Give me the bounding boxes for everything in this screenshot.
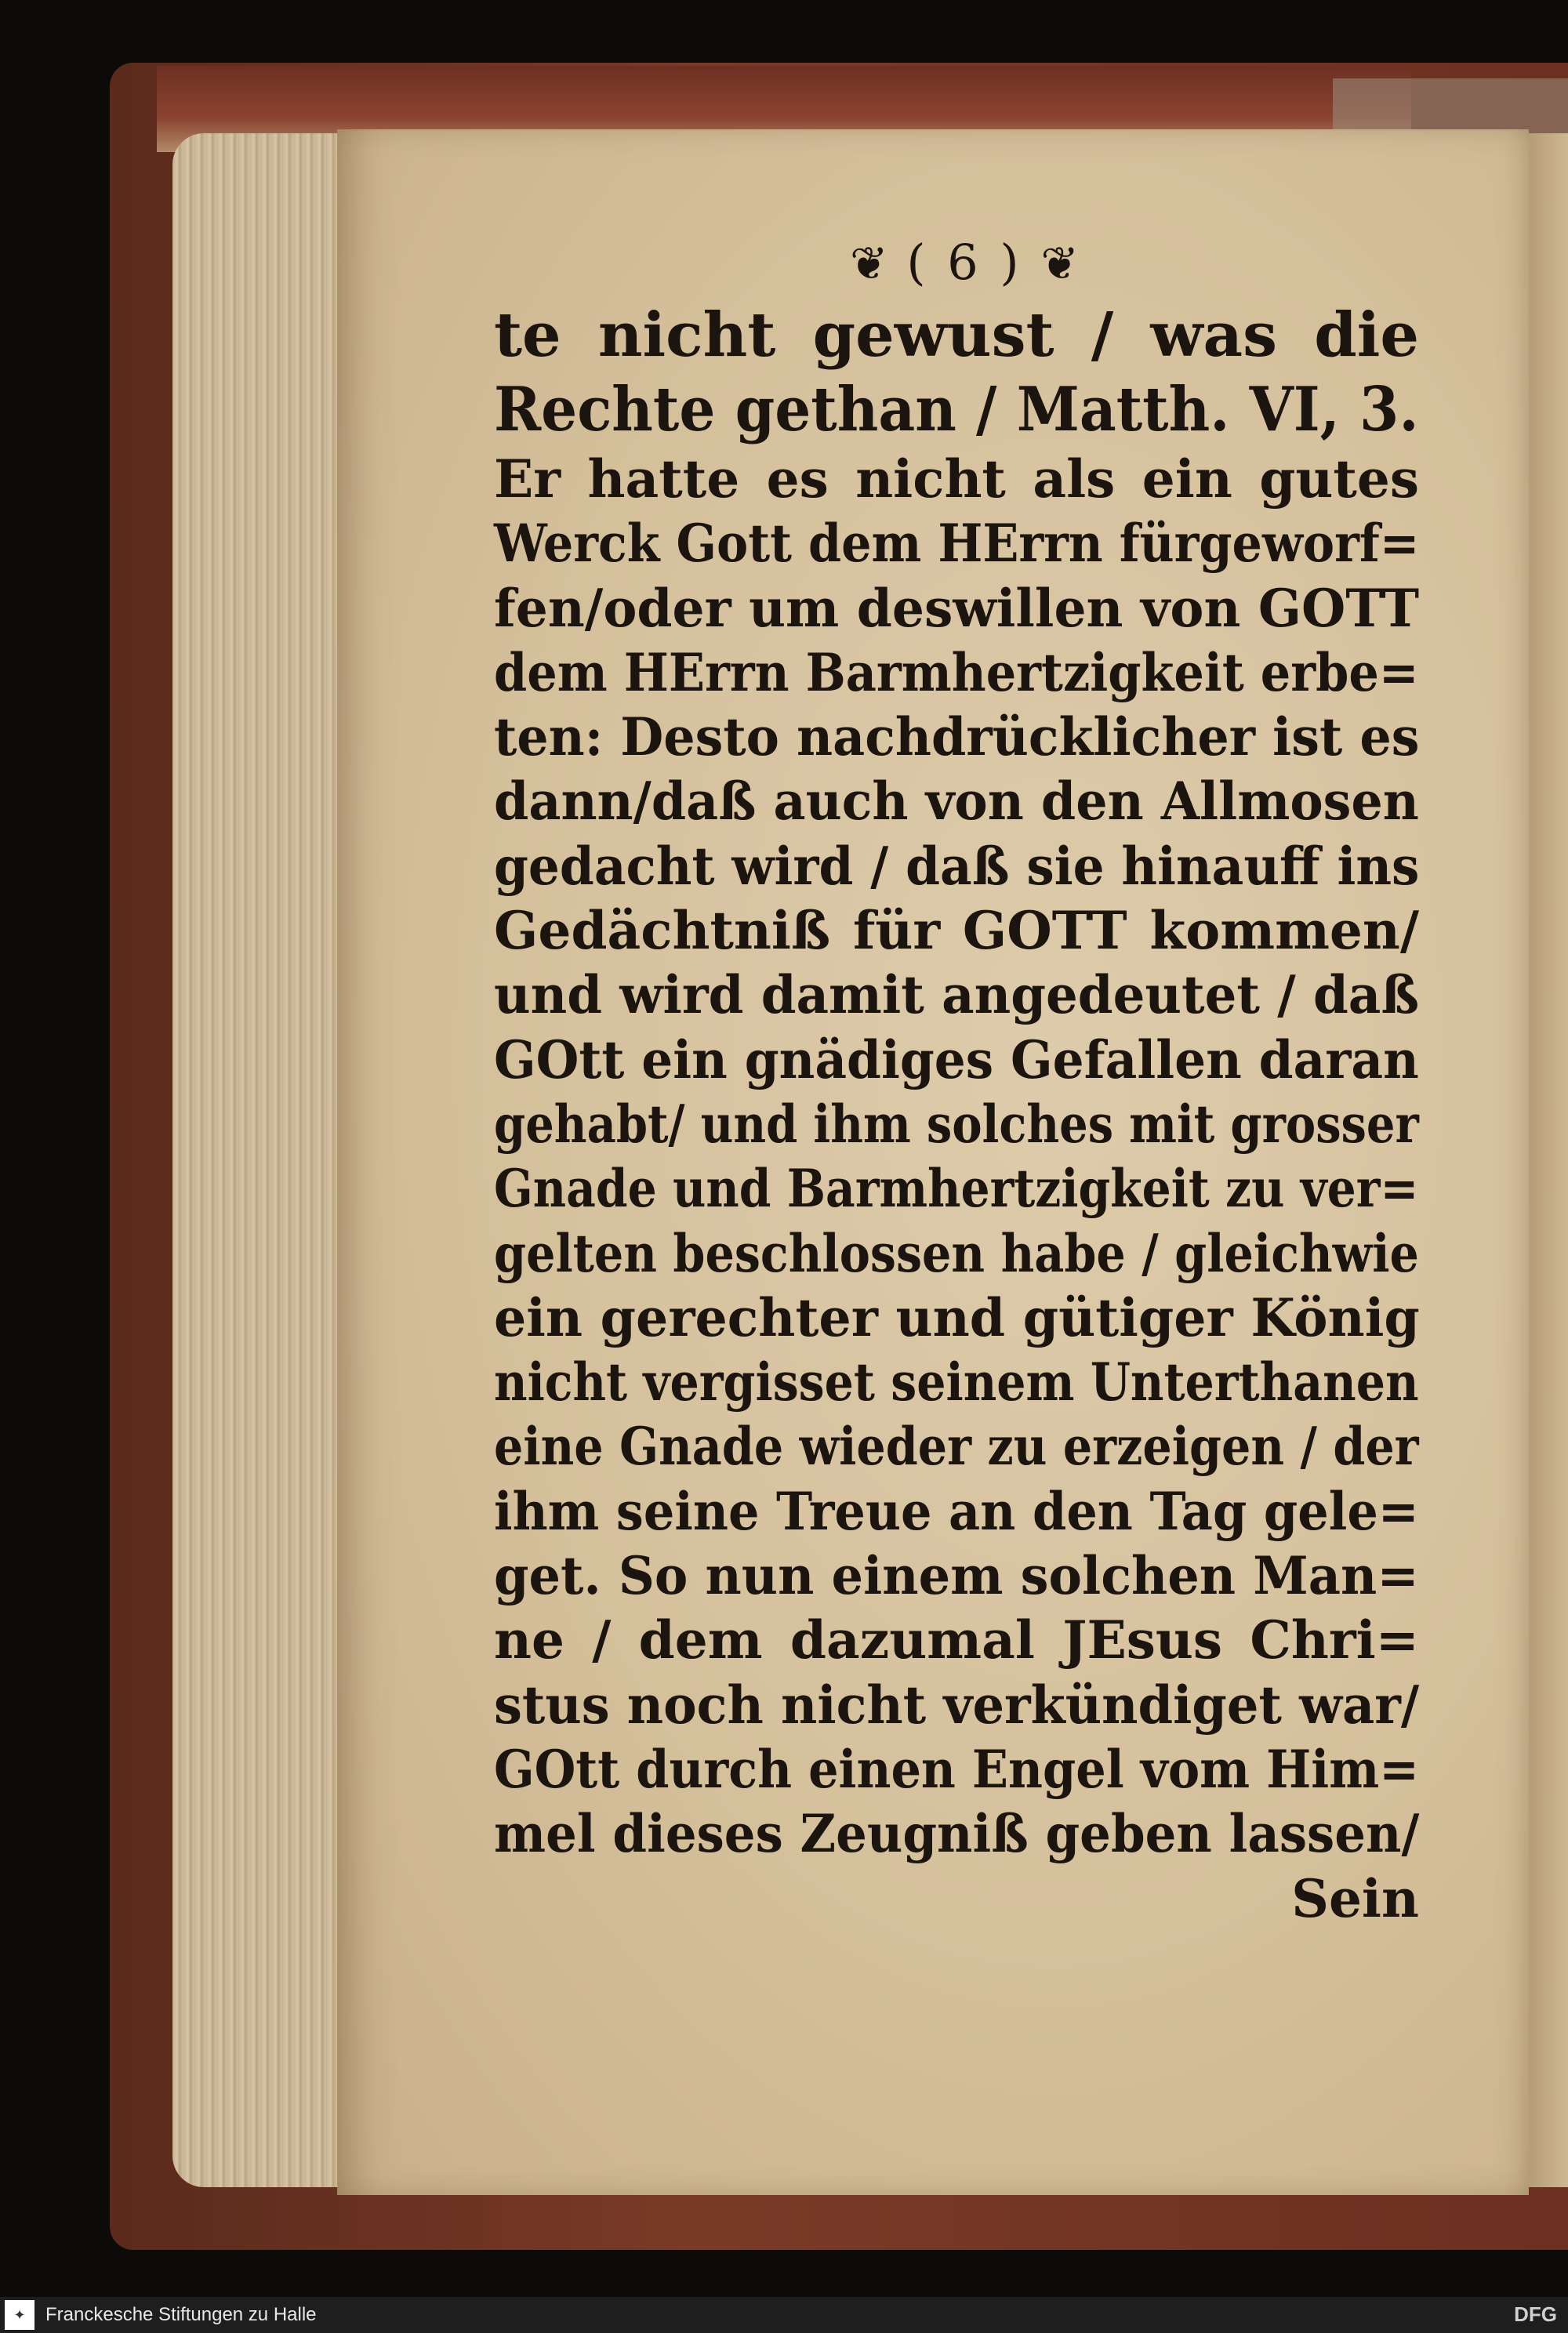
text-line: te nicht gewust / was die [494,299,1419,371]
text-line: nicht vergisset seinem Unterthanen [494,1352,1419,1413]
text-line: Werck Gott dem HErrn fürgeworf= [494,513,1420,575]
ornament-left-icon: ❦ [850,237,888,290]
catchword: Sein [1291,1867,1419,1929]
ornament-right-icon: ❦ [1040,237,1079,290]
text-line: Gnade und Barmhertzigkeit zu ver= [494,1158,1419,1220]
page-number: ( 6 ) [906,234,1022,291]
text-line: ne / dem dazumal JEsus Chri= [494,1609,1419,1671]
dfg-logo[interactable]: DFG [1514,2302,1557,2326]
text-line: stus noch nicht verkündiget war/ [494,1674,1420,1736]
text-line: ein gerechter und gütiger König [494,1286,1420,1348]
text-line: dem HErrn Barmhertzigkeit erbe= [494,641,1419,703]
text-line: ihm seine Treue an den Tag gele= [494,1480,1419,1542]
text-line: dann/daß auch von den Allmosen [494,771,1419,833]
institution-name[interactable]: Franckesche Stiftungen zu Halle [45,2304,317,2325]
facing-page-edge [1529,133,1568,2187]
viewer-footer [0,2297,1568,2333]
text-line: gehabt/ und ihm solches mit grosser [494,1093,1419,1155]
text-line: fen/oder um deswillen von GOTT [494,577,1419,639]
francke-foundation-logo-icon[interactable]: ✦ [5,2300,34,2330]
text-line: Er hatte es nicht als ein gutes [494,448,1419,510]
text-line: Gedächtniß für GOTT kommen/ [494,900,1419,962]
page-text [494,227,1419,1931]
text-line: mel dieses Zeugniß geben lassen/ [494,1803,1420,1865]
page-header [510,227,1419,298]
text-line: Rechte gethan / Matth. VI, 3. [494,374,1419,445]
text-line: gelten beschlossen habe / gleichwie [494,1222,1419,1284]
text-line: eine Gnade wieder zu erzeigen / der [494,1416,1419,1478]
text-line: gedacht wird / daß sie hinauff ins [494,835,1420,897]
text-line: GOtt durch einen Engel vom Him= [494,1738,1419,1800]
text-line: und wird damit angedeutet / daß [494,964,1420,1026]
text-line: GOtt ein gnädiges Gefallen daran [494,1029,1419,1090]
text-line: get. So nun einem solchen Man= [494,1545,1419,1607]
text-line: ten: Desto nachdrücklicher ist es [494,706,1420,768]
page-block-edges [172,133,353,2187]
